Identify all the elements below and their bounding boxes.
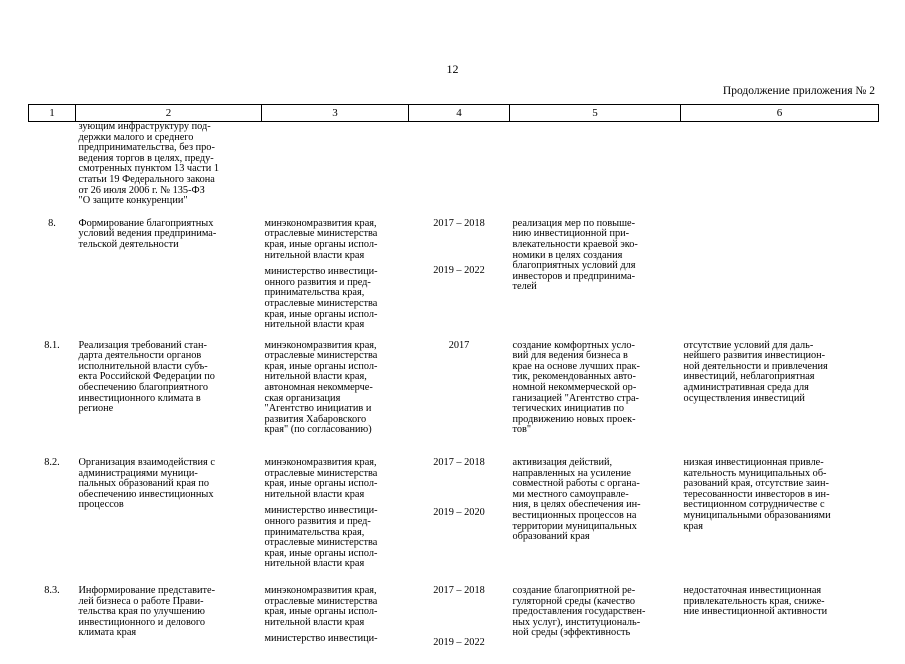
executors-cell bbox=[262, 586, 409, 664]
result-cell bbox=[510, 122, 681, 219]
executors-cell bbox=[262, 122, 409, 219]
measure-cell bbox=[76, 586, 262, 664]
consequence-cell bbox=[681, 458, 879, 586]
measure-cell bbox=[76, 341, 262, 458]
table-header-row bbox=[29, 105, 879, 122]
executors-cell bbox=[262, 458, 409, 586]
result-cell bbox=[510, 341, 681, 458]
executor-text: министерство инвестици- онного развития и пред- принимательства края, отраслевые министерства края, иные органы испол- нительной власти края bbox=[265, 267, 406, 331]
executors-cell bbox=[262, 341, 409, 458]
table-row bbox=[29, 586, 879, 664]
period-text: 2017 – 2018 bbox=[409, 586, 510, 597]
measure-text: Информирование представите- лей бизнеса о работе Прави- тельства края по улучшению инвестиционного и делового климата края bbox=[79, 586, 259, 639]
table-row bbox=[29, 219, 879, 341]
years-cell bbox=[409, 122, 510, 219]
measure-text: Формирование благоприятных условий ведения предпринима- тельской деятельности bbox=[79, 219, 259, 251]
result-text: активизация действий, направленных на усиление совместной работы с органа- ми местного самоуправле- ния, в целях обеспечения ин- вестиционных процессов на территории муниципальных образований края bbox=[513, 458, 678, 543]
appendix-table bbox=[28, 104, 879, 664]
consequence-cell bbox=[681, 586, 879, 664]
appendix-table-container bbox=[28, 104, 878, 664]
column-header: 6 bbox=[681, 105, 879, 122]
row-number-cell bbox=[29, 219, 76, 341]
row-number-cell bbox=[29, 341, 76, 458]
consequence-cell bbox=[681, 122, 879, 219]
consequence-cell bbox=[681, 341, 879, 458]
period-text: 2017 – 2018 bbox=[409, 219, 510, 230]
column-header: 3 bbox=[262, 105, 409, 122]
years-cell bbox=[409, 586, 510, 664]
result-cell bbox=[510, 586, 681, 664]
executor-text: минэкономразвития края, отраслевые министерства края, иные органы испол- нительной власти края bbox=[265, 586, 406, 628]
row-number-cell bbox=[29, 458, 76, 586]
consequence-text: недостаточная инвестиционная привлекательность края, сниже- ние инвестиционной активности bbox=[684, 586, 876, 618]
executors-cell bbox=[262, 219, 409, 341]
result-cell bbox=[510, 219, 681, 341]
appendix-continuation-note: Продолжение приложения № 2 bbox=[723, 85, 875, 97]
column-header: 1 bbox=[29, 105, 76, 122]
column-header: 4 bbox=[409, 105, 510, 122]
row-number: 8.1. bbox=[32, 341, 73, 352]
table-row bbox=[29, 341, 879, 458]
years-cell bbox=[409, 341, 510, 458]
measure-cell bbox=[76, 458, 262, 586]
measure-text: Реализация требований стан- дарта деятельности органов исполнительной власти субъ- екта Российской Федерации по обеспечению благоприятного инвестиционного климата в регионе bbox=[79, 341, 259, 415]
measure-cell bbox=[76, 122, 262, 219]
table-row bbox=[29, 122, 879, 219]
years-cell bbox=[409, 219, 510, 341]
measure-cell bbox=[76, 219, 262, 341]
column-header: 2 bbox=[76, 105, 262, 122]
result-cell bbox=[510, 458, 681, 586]
consequence-text: низкая инвестиционная привле- кательность муниципальных об- разований края, отсутствие заин- тересованности инвесторов в ин- вестиционном сотрудничестве с муниципальными образованиями края bbox=[684, 458, 876, 532]
consequence-text: отсутствие условий для даль- нейшего развития инвестицион- ной деятельности и привлечения инвестиций, неблагоприятная административная среда для осуществления инвестиций bbox=[684, 341, 876, 405]
row-number: 8. bbox=[32, 219, 73, 230]
result-text: создание комфортных усло- вий для ведения бизнеса в крае на основе лучших прак- тик, рекомендованных авто- номной некоммерческой ор- ганизацией "Агентство стра- тегических инициатив по продвижению новых проек- тов" bbox=[513, 341, 678, 436]
executor-text: министерство инвестици- онного развития и пред- принимательства края, отраслевые министерства края, иные органы испол- нительной власти края bbox=[265, 506, 406, 570]
period-text: 2019 – 2022 bbox=[409, 266, 510, 277]
result-text: создание благоприятной ре- гуляторной среды (качество предоставления государствен- ных услуг), институциональ- ной среды (эффективность bbox=[513, 586, 678, 639]
result-text: реализация мер по повыше- нию инвестиционной при- влекательности краевой эко- номики в целях создания благоприятных условий для инвесторов и предпринима- телей bbox=[513, 219, 678, 293]
years-cell bbox=[409, 458, 510, 586]
table-row bbox=[29, 458, 879, 586]
consequence-cell bbox=[681, 219, 879, 341]
measure-text: Организация взаимодействия с администрациями муници- пальных образований края по обеспечению инвестиционных процессов bbox=[79, 458, 259, 511]
period-text: 2017 – 2018 bbox=[409, 458, 510, 469]
executor-text: минэкономразвития края, отраслевые министерства края, иные органы испол- нительной власти края, автономная некоммерче- ская организация "Агентство инициатив и развития Хабаровского края" (по согласованию) bbox=[265, 341, 406, 436]
period-text: 2017 bbox=[409, 341, 510, 352]
table-body bbox=[29, 122, 879, 664]
row-number-cell bbox=[29, 586, 76, 664]
measure-text: зующим инфраструктуру под- держки малого и среднего предпринимательства, без про- ведения торгов в целях, преду- смотренных пунктом 13 части 1 статьи 19 Федерального закона от 26 июля 2006 г. № 135-ФЗ "О защите конкуренции" bbox=[79, 122, 259, 207]
executor-text: минэкономразвития края, отраслевые министерства края, иные органы испол- нительной власти края bbox=[265, 219, 406, 261]
executor-text: минэкономразвития края, отраслевые министерства края, иные органы испол- нительной власти края bbox=[265, 458, 406, 500]
period-text: 2019 – 2022 bbox=[409, 638, 510, 649]
row-number: 8.2. bbox=[32, 458, 73, 469]
executor-text: министерство инвестици- bbox=[265, 634, 406, 645]
row-number-cell bbox=[29, 122, 76, 219]
period-text: 2019 – 2020 bbox=[409, 508, 510, 519]
page-number: 12 bbox=[0, 62, 905, 77]
row-number: 8.3. bbox=[32, 586, 73, 597]
column-header: 5 bbox=[510, 105, 681, 122]
